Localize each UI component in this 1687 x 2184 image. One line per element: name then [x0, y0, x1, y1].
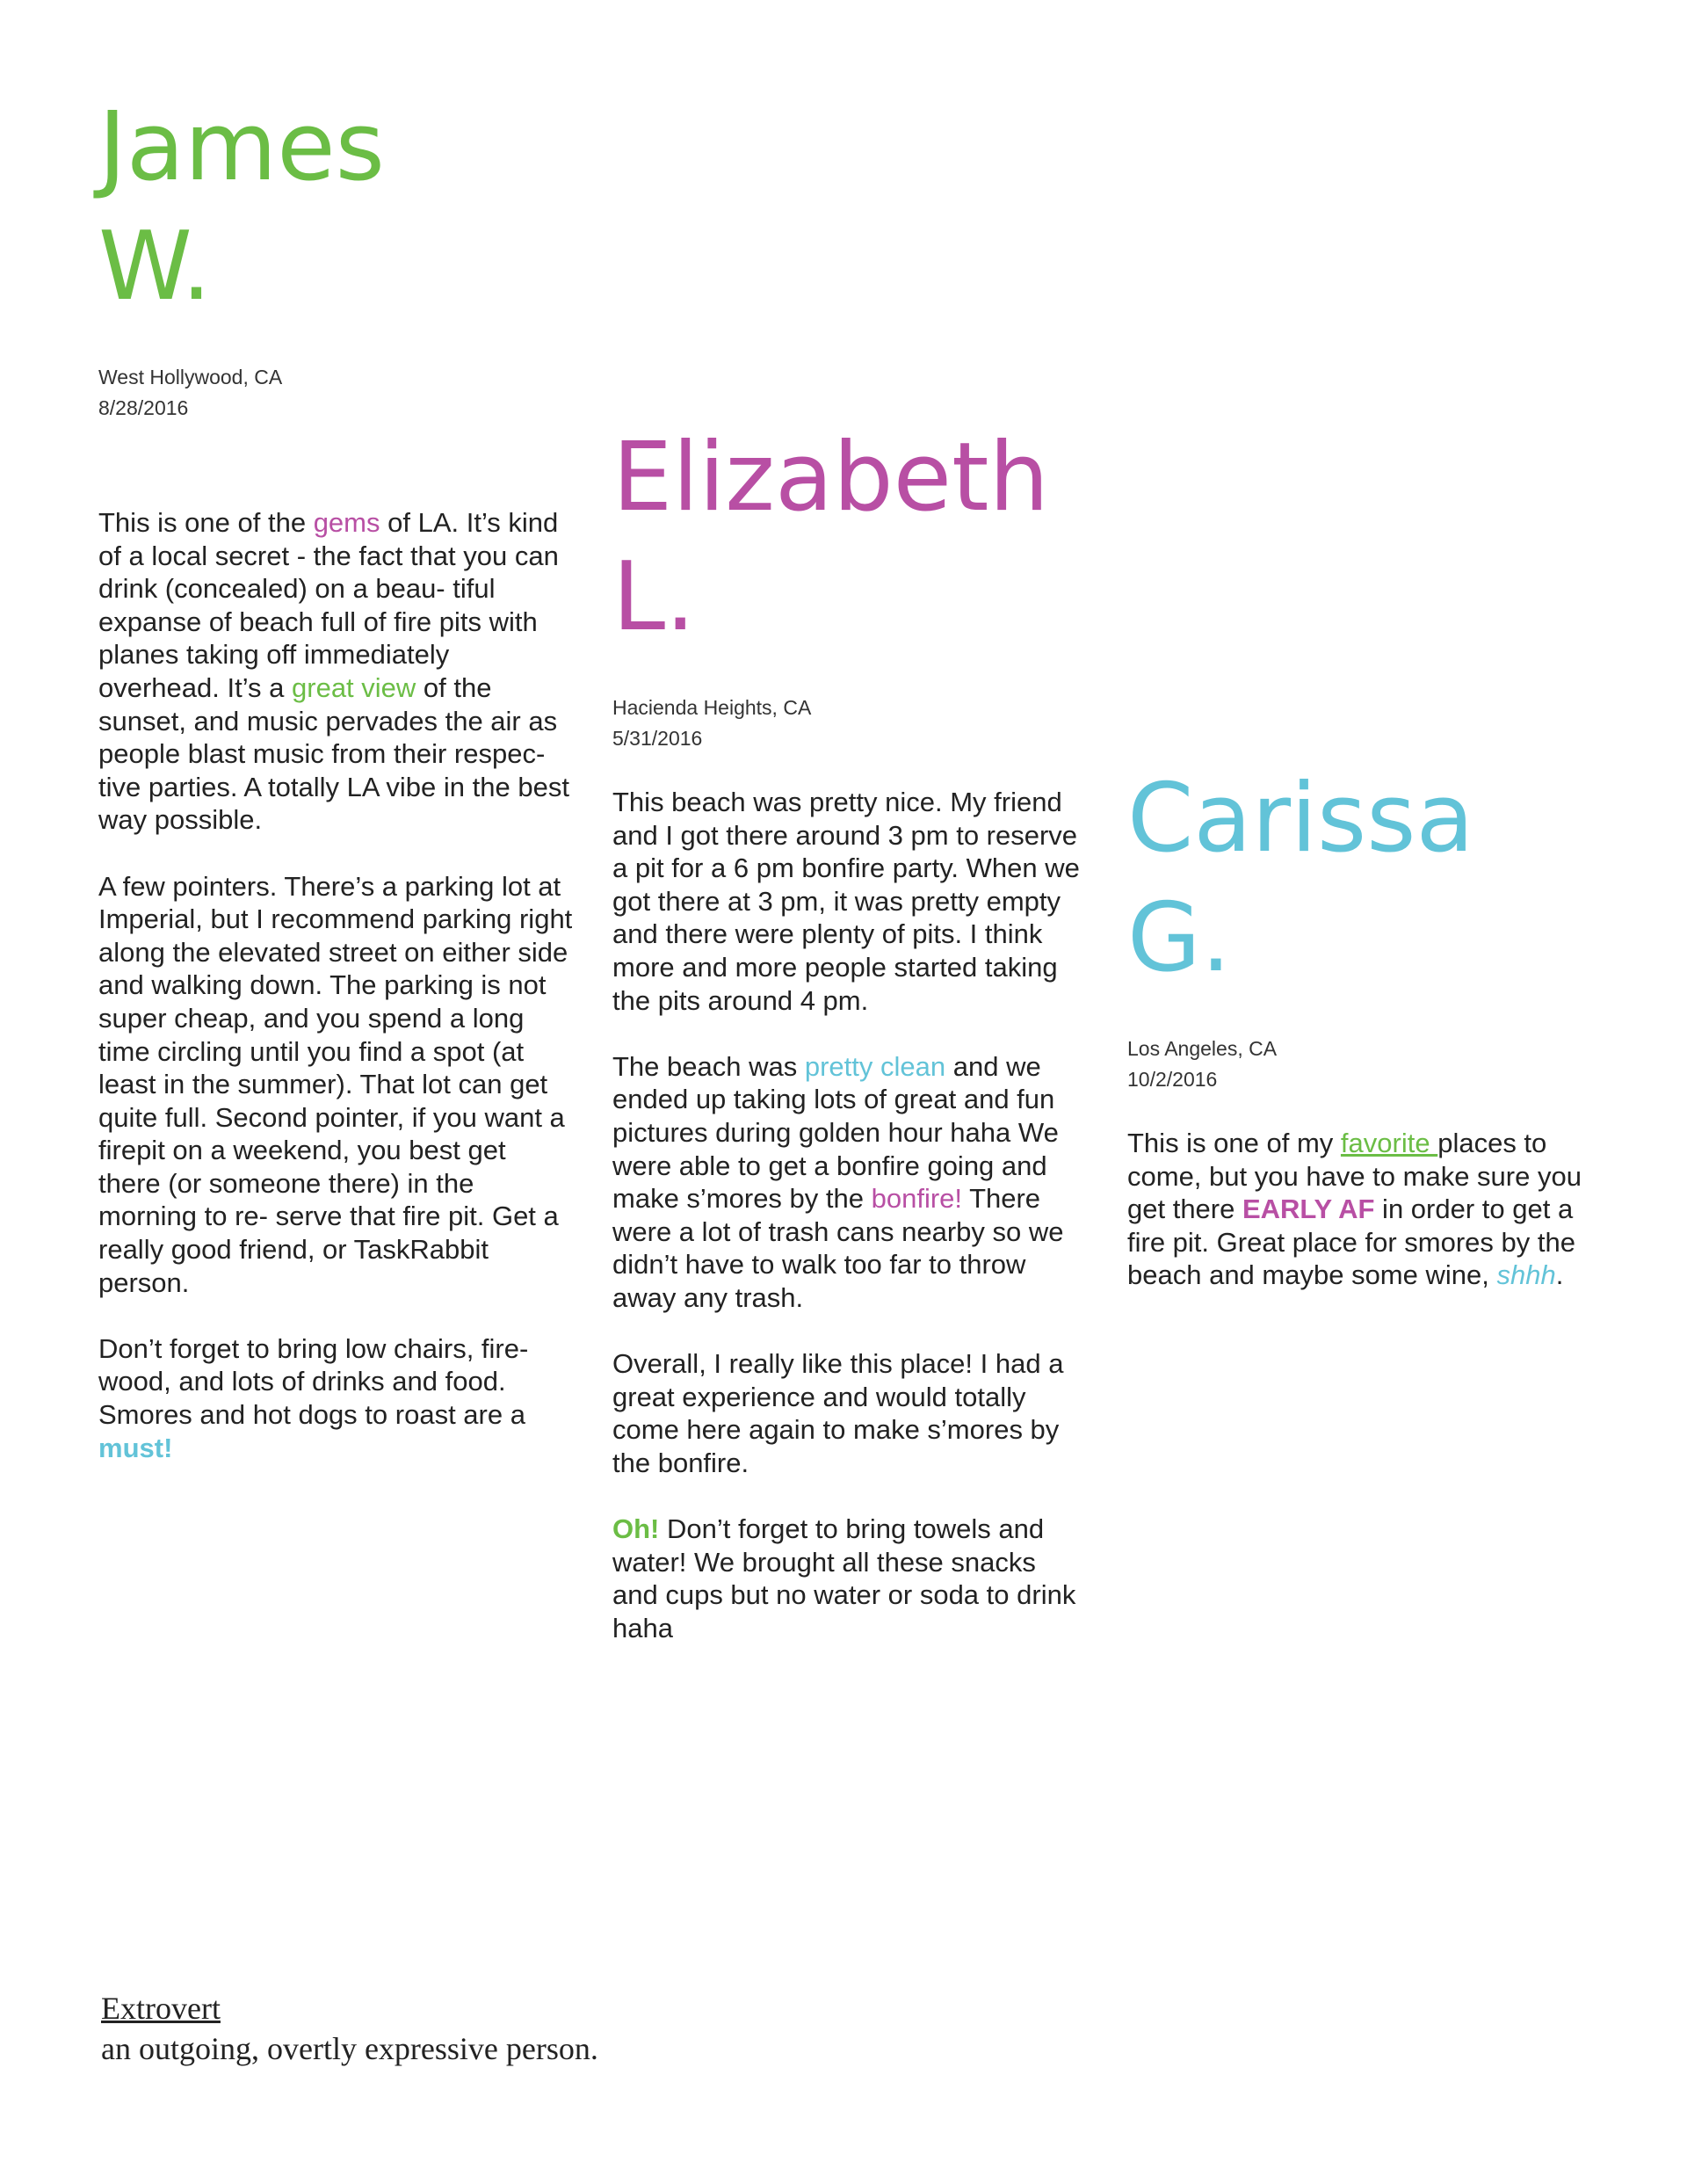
- review-date: 5/31/2016: [612, 727, 703, 750]
- review-paragraph: Overall, I really like this place! I had a great experience and would totally come here again to make s’mores by the bonfire.: [612, 1348, 1064, 1478]
- reviewer-name: [98, 88, 573, 327]
- reviewer-location: Los Angeles, CA: [1127, 1037, 1278, 1060]
- reviewer-name: [612, 418, 1087, 657]
- reviewer-location: Hacienda Heights, CA: [612, 696, 812, 719]
- review-paragraph: [612, 1513, 1087, 1644]
- text-run: in order to get a fire pit. Great place for smores by the beach and maybe some wine,: [1127, 1194, 1575, 1291]
- highlight-bonfire: bonfire!: [871, 1183, 963, 1215]
- review-paragraph: A few pointers. There’s a parking lot at Imperial, but I recommend parking right along the elevated street on either side and walking down. The parking is not super cheap, and you spend a long time circling until you find a spot (at least in the summer). That lot can get quite full. Second pointer, if you want a firepit on a weekend, you best get there (or someone there) in the morning to re- serve that fire pit. Get a really good friend, or TaskRabbit person.: [98, 870, 573, 1298]
- text-run: of the sunset, and music pervades the air as people blast music from their respec- tive parties. A totally LA vibe in the best way possible.: [98, 671, 569, 836]
- reviewer-first-name: Elizabeth: [612, 423, 1049, 533]
- reviewer-first-name: Carissa: [1127, 764, 1474, 874]
- definition-term: Extrovert: [101, 1991, 221, 2026]
- review-meta: [1127, 1034, 1584, 1095]
- text-run: This is one of the: [98, 507, 314, 538]
- highlight-great-view: great view: [292, 671, 416, 703]
- highlight-must: must!: [98, 1432, 173, 1463]
- text-run: There were a lot of trash cans nearby so we didn’t have to walk too far to throw away any trash.: [612, 1183, 1064, 1313]
- text-run: Don’t forget to bring towels and water! We brought all these snacks and cups but no water or soda to drink haha: [612, 1513, 1076, 1643]
- review-paragraph: [98, 1332, 573, 1464]
- review-date: 10/2/2016: [1127, 1068, 1218, 1091]
- review-carissa: [1127, 759, 1584, 1325]
- reviewer-name: [1127, 759, 1584, 998]
- review-paragraph: [612, 1050, 1087, 1315]
- highlight-pretty-clean: pretty clean: [804, 1050, 946, 1082]
- highlight-early-af: EARLY AF: [1242, 1194, 1375, 1225]
- text-run: places to come, but you have to make sure you get there: [1127, 1128, 1582, 1225]
- text-run: .: [1555, 1259, 1564, 1291]
- text-run: of LA. It’s kind of a local secret - the fact that you can drink (concealed) on a beau- tiful expanse of beach full of fire pits with planes taking off immediately overhead. It’s a: [98, 507, 559, 703]
- review-body: [612, 786, 1087, 1644]
- highlight-oh: Oh!: [612, 1513, 660, 1545]
- review-elizabeth: [612, 418, 1087, 1678]
- text-run: and we ended up taking lots of great and fun pictures during golden hour haha We were able to get a bonfire going and make s’mores by the: [612, 1050, 1059, 1215]
- reviewer-first-name: James: [98, 92, 385, 202]
- text-run: This is one of my: [1127, 1128, 1341, 1158]
- reviewer-last-initial: W.: [98, 212, 212, 322]
- highlight-gems: gems: [313, 507, 380, 538]
- highlight-favorite: favorite: [1340, 1128, 1438, 1158]
- review-james: [98, 88, 573, 1498]
- review-paragraph: [1127, 1127, 1584, 1292]
- review-body: [1127, 1127, 1584, 1292]
- review-paragraph: This beach was pretty nice. My friend and I got there around 3 pm to reserve a pit for a 6 pm bonfire party. When we got there at 3 pm, it was pretty empty and there were plenty of pits. I think more and more people started taking the pits around 4 pm.: [612, 787, 1080, 1016]
- review-date: 8/28/2016: [98, 396, 189, 419]
- review-paragraph: [98, 506, 573, 837]
- reviewer-last-initial: G.: [1127, 883, 1232, 993]
- definition-meaning: an outgoing, overtly expressive person.: [101, 2031, 598, 2066]
- reviewer-last-initial: L.: [612, 542, 696, 652]
- reviewer-location: West Hollywood, CA: [98, 366, 283, 388]
- text-run: The beach was: [612, 1050, 805, 1082]
- text-run: Don’t forget to bring low chairs, fire- wood, and lots of drinks and food. Smores and hot dogs to roast are a: [98, 1332, 529, 1431]
- review-body: [98, 506, 573, 1464]
- review-meta: [612, 693, 1087, 754]
- review-meta: [98, 362, 573, 424]
- definition: [101, 1988, 598, 2069]
- highlight-shhh: shhh: [1496, 1259, 1556, 1291]
